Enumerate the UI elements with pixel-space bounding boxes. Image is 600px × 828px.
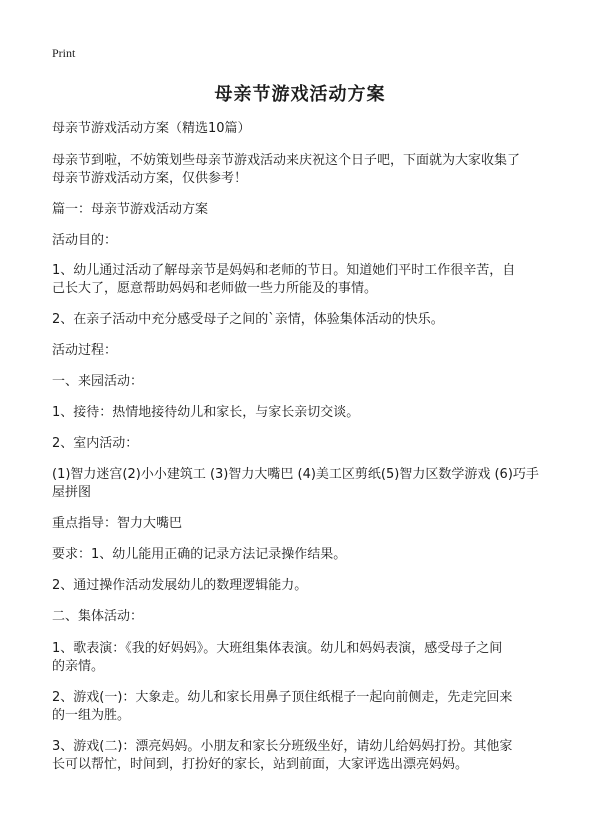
reception-item: 1、接待：热情地接待幼儿和家长，与家长亲切交谈。	[52, 405, 360, 420]
game-1-line-2: 的一组为胜。	[52, 708, 131, 723]
key-guidance: 重点指导：智力大嘴巴	[52, 516, 183, 531]
section-1-heading: 一、来园活动：	[52, 374, 144, 389]
intro-line-2: 母亲节游戏活动方案，仅供参考！	[52, 171, 248, 186]
print-label: Print	[52, 46, 76, 60]
song-show-line-1: 1、歌表演：《我的好妈妈》。大班组集体表演。幼儿和妈妈表演，感受母子之间	[52, 641, 503, 656]
purpose-1-line-1: 1、幼儿通过活动了解母亲节是妈妈和老师的节日。知道她们平时工作很辛苦，自	[52, 263, 516, 278]
subtitle: 母亲节游戏活动方案（精选10篇）	[52, 121, 251, 136]
game-2-line-1: 3、游戏(二)：漂亮妈妈。小朋友和家长分班级坐好，请幼儿给妈妈打扮。其他家	[52, 739, 513, 754]
game-1-line-1: 2、游戏(一)：大象走。幼儿和家长用鼻子顶住纸棍子一起向前侧走，先走完回来	[52, 690, 513, 705]
indoor-item: 2、室内活动：	[52, 436, 139, 451]
process-heading: 活动过程：	[52, 343, 118, 358]
song-show-line-2: 的亲情。	[52, 659, 105, 674]
chapter-heading: 篇一：母亲节游戏活动方案	[52, 202, 209, 217]
purpose-2: 2、在亲子活动中充分感受母子之间的`亲情，体验集体活动的快乐。	[52, 312, 444, 327]
intro-line-1: 母亲节到啦，不妨策划些母亲节游戏活动来庆祝这个日子吧，下面就为大家收集了	[52, 153, 521, 168]
indoor-list-line-1: (1)智力迷宫(2)小小建筑工 (3)智力大嘴巴 (4)美工区剪纸(5)智力区数学游戏 (6)巧手	[52, 467, 539, 482]
requirement-1: 要求：1、幼儿能用正确的记录方法记录操作结果。	[52, 547, 347, 562]
purpose-1-line-2: 己长大了，愿意帮助妈妈和老师做一些力所能及的事情。	[52, 281, 378, 296]
purpose-heading: 活动目的：	[52, 233, 118, 248]
section-2-heading: 二、集体活动：	[52, 609, 144, 624]
page-title: 母亲节游戏活动方案	[214, 84, 386, 105]
indoor-list-line-2: 屋拼图	[52, 485, 92, 500]
requirement-2: 2、通过操作活动发展幼儿的数理逻辑能力。	[52, 578, 308, 593]
game-2-line-2: 长可以帮忙，时间到，打扮好的家长，站到前面，大家评选出漂亮妈妈。	[52, 757, 469, 772]
